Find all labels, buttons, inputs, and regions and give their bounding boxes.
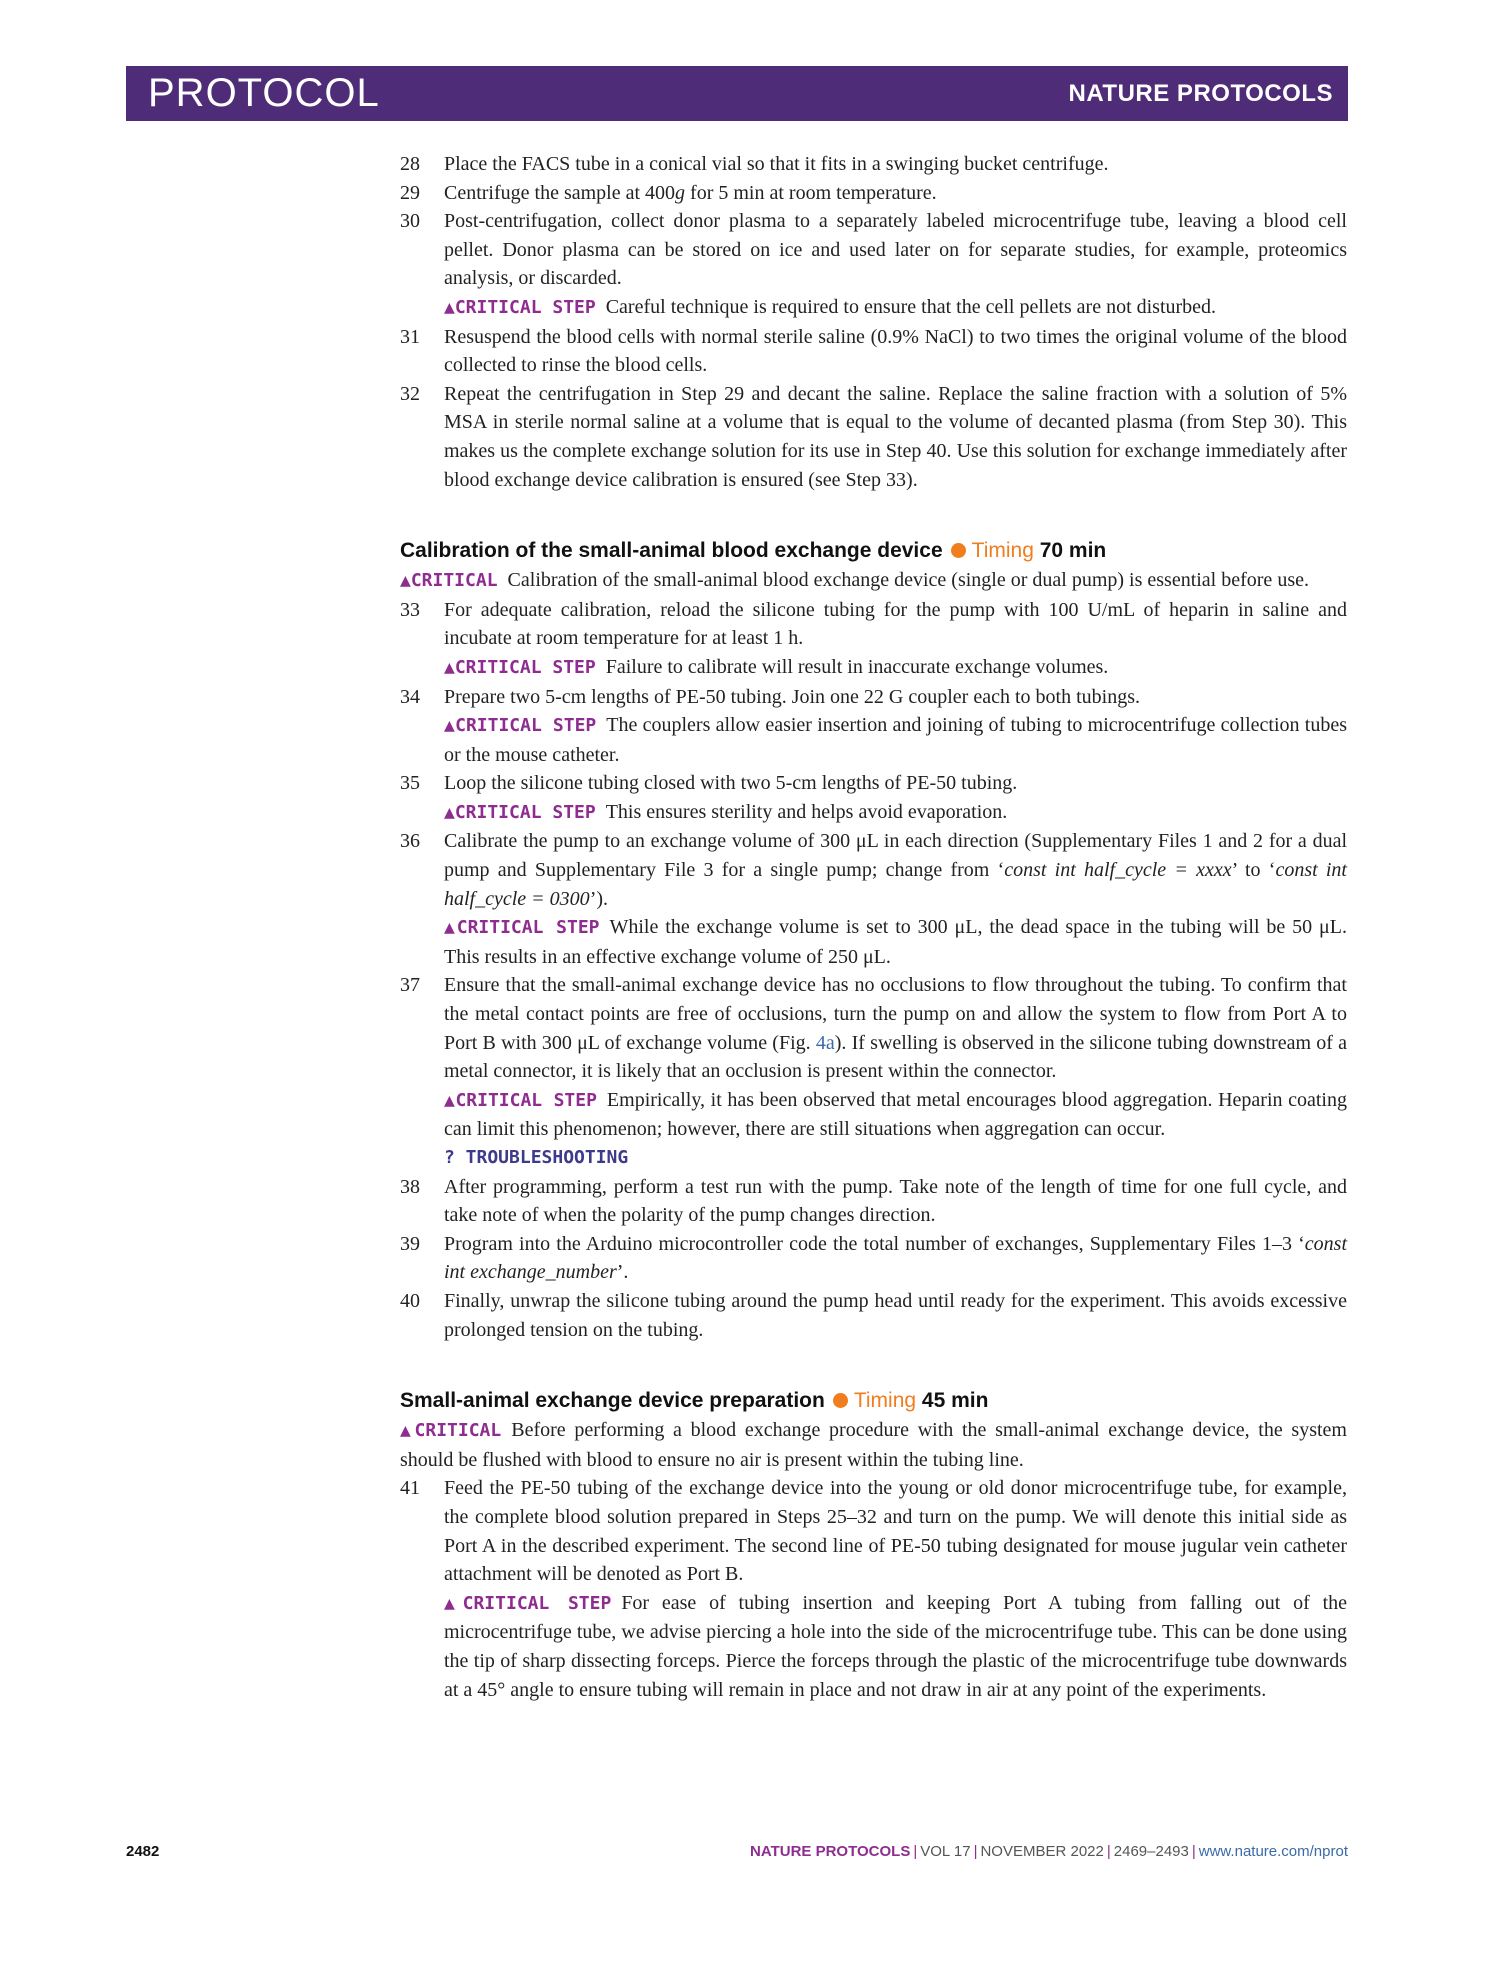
- section-title: Small-animal exchange device preparation: [400, 1389, 825, 1413]
- journal-name: NATURE PROTOCOLS: [1068, 80, 1333, 107]
- footer-month: NOVEMBER 2022: [980, 1843, 1104, 1860]
- critical-note: [400, 566, 1347, 596]
- footer-volume: VOL 17: [920, 1843, 971, 1860]
- step-number: 31: [400, 325, 420, 348]
- page-number: 2482: [126, 1843, 160, 1860]
- step-text: Loop the silicone tubing closed with two 5-cm lengths of PE-50 tubing.: [444, 772, 1018, 795]
- step-32: [400, 380, 1347, 494]
- step-text-end: ). If swelling is observed in the silicone tubing downstream of a metal connector, it is likely that an occlusion is present within the connector.: [444, 1031, 1347, 1083]
- code-exchange-number: const int exchange_number: [444, 1232, 1347, 1284]
- critical-step-label: ▲CRITICAL STEP: [444, 917, 600, 939]
- critical-step-label: ▲CRITICAL STEP: [444, 1089, 597, 1111]
- code-half-cycle-0300: const int half_cycle = 0300: [444, 859, 1347, 910]
- timing-value: 70 min: [1039, 539, 1107, 563]
- step-text: Post-centrifugation, collect donor plasma to a separately labeled microcentrifuge tube, leaving a blood cell pellet. Donor plasma can be stored on ice and used later on for separate studies, for example, proteomics analysis, or discarded.: [444, 210, 1347, 290]
- article-body: [400, 150, 1347, 1704]
- page-footer: [126, 1843, 1348, 1867]
- step-number: 28: [400, 153, 420, 175]
- step-text-mid: ’ to ‘: [1231, 859, 1276, 882]
- step-number: 32: [400, 382, 420, 405]
- step-number: 33: [400, 598, 420, 621]
- step-29: [400, 179, 1347, 208]
- figure-link[interactable]: 4a: [815, 1031, 835, 1054]
- critical-note: [400, 1416, 1347, 1474]
- critical-step-text: Empirically, it has been observed that metal encourages blood aggregation. Heparin coating can limit this phenomenon; however, there are still situations when aggregation can occur.: [444, 1088, 1347, 1141]
- step-text: Place the FACS tube in a conical vial so that it fits in a swinging bucket centrifuge.: [444, 153, 1109, 175]
- critical-step-text: The couplers allow easier insertion and joining of tubing to microcentrifuge collection tubes or the mouse catheter.: [444, 714, 1347, 766]
- step-text: Program into the Arduino microcontroller code the total number of exchanges, Supplementary Files 1–3 ‘: [444, 1232, 1305, 1255]
- citation-info: [750, 1843, 1348, 1860]
- step-text: Feed the PE-50 tubing of the exchange device into the young or old donor microcentrifuge tube, for example, the complete blood solution prepared in Steps 25–32 and turn on the pump. We will denote this initial side as Port A in the described experiment. The second line of PE-50 tubing designated for mouse jugular vein catheter attachment will be denoted as Port B.: [444, 1477, 1347, 1586]
- step-text-end: ’.: [616, 1261, 629, 1284]
- critical-step-note: [400, 711, 1347, 769]
- step-text: Calibrate the pump to an exchange volume of 300 μL in each direction (Supplementary Files 1 and 2 for a dual pump and Supplementary File 3 for a single pump; change from ‘: [444, 830, 1347, 882]
- critical-label: ▲CRITICAL: [400, 1420, 502, 1442]
- step-39: [400, 1230, 1347, 1287]
- critical-text: Before performing a blood exchange procedure with the small-animal exchange device, the system should be flushed with blood to ensure no air is present within the tubing line.: [400, 1419, 1347, 1471]
- critical-step-note: [400, 1086, 1347, 1144]
- separator: |: [913, 1843, 918, 1860]
- critical-step-note: [400, 913, 1347, 971]
- timing-dot-icon: [951, 543, 966, 558]
- section-heading-calibration: [400, 536, 1347, 566]
- step-30: [400, 207, 1347, 293]
- step-number: 34: [400, 685, 420, 708]
- timing-value: 45 min: [921, 1389, 989, 1413]
- step-number: 41: [400, 1477, 420, 1500]
- step-35: [400, 769, 1347, 798]
- timing-label: Timing: [853, 1389, 917, 1413]
- critical-step-label: ▲CRITICAL STEP: [444, 296, 596, 318]
- step-text: Finally, unwrap the silicone tubing around the pump head until ready for the experiment. This avoids excessive prolonged tension on the tubing.: [444, 1289, 1347, 1341]
- critical-step-text: Failure to calibrate will result in inaccurate exchange volumes.: [605, 655, 1109, 678]
- critical-step-note: [400, 1589, 1347, 1704]
- footer-url-link[interactable]: www.nature.com/nprot: [1198, 1843, 1348, 1860]
- critical-text: Calibration of the small-animal blood exchange device (single or dual pump) is essential before use.: [507, 569, 1309, 592]
- critical-step-label: ▲CRITICAL STEP: [444, 656, 596, 678]
- step-text: For adequate calibration, reload the silicone tubing for the pump with 100 U/mL of heparin in saline and incubate at room temperature for at least 1 h.: [444, 598, 1347, 650]
- step-33: [400, 596, 1347, 653]
- footer-journal: NATURE PROTOCOLS: [750, 1843, 911, 1860]
- critical-step-text: For ease of tubing insertion and keeping Port A tubing from falling out of the microcentrifuge tube, we advise piercing a hole into the side of the microcentrifuge tube. This can be done using the tip of sharp dissecting forceps. Pierce the forceps through the plastic of the microcentrifuge tube downwards at a 45° angle to ensure tubing will remain in place and not draw in air at any point of the experiments.: [444, 1591, 1347, 1701]
- step-number: 37: [400, 974, 420, 997]
- step-number: 30: [400, 210, 420, 233]
- step-number: 35: [400, 772, 420, 795]
- critical-step-note: [400, 798, 1347, 828]
- step-40: [400, 1287, 1347, 1344]
- step-number: 39: [400, 1232, 420, 1255]
- step-text: Resuspend the blood cells with normal sterile saline (0.9% NaCl) to two times the original volume of the blood collected to rinse the blood cells.: [444, 325, 1347, 377]
- step-text: Repeat the centrifugation in Step 29 and decant the saline. Replace the saline fraction with a solution of 5% MSA in sterile normal saline at a volume that is equal to the volume of decanted plasma (from Step 30). This makes us the complete exchange solution for its use in Step 40. Use this solution for exchange immediately after blood exchange device calibration is ensured (see Step 33).: [444, 382, 1347, 491]
- section-label: PROTOCOL: [148, 71, 380, 115]
- step-31: [400, 323, 1347, 380]
- critical-step-text: This ensures sterility and helps avoid evaporation.: [605, 800, 1008, 823]
- step-number: 38: [400, 1175, 420, 1198]
- step-number: 40: [400, 1289, 420, 1312]
- critical-step-label: ▲CRITICAL STEP: [444, 801, 596, 823]
- section-title: Calibration of the small-animal blood exchange device: [400, 539, 943, 563]
- step-number: 29: [400, 181, 420, 204]
- critical-step-label: ▲CRITICAL STEP: [444, 715, 597, 737]
- section-heading-preparation: [400, 1386, 1347, 1416]
- separator: |: [973, 1843, 978, 1860]
- critical-step-note: [400, 653, 1347, 683]
- step-38: [400, 1173, 1347, 1230]
- troubleshooting-label: ? TROUBLESHOOTING: [444, 1147, 629, 1168]
- critical-step-note: [400, 293, 1347, 323]
- step-text: Ensure that the small-animal exchange device has no occlusions to flow throughout the tubing. To confirm that the metal contact points are free of occlusions, turn the pump on and allow the system to flow from Port A to Port B with 300 μL of exchange volume (Fig.: [444, 974, 1347, 1054]
- step-number: 36: [400, 830, 420, 853]
- code-half-cycle-xxxx: const int half_cycle = xxxx: [1004, 859, 1232, 882]
- critical-step-text: Careful technique is required to ensure that the cell pellets are not disturbed.: [605, 295, 1217, 318]
- step-text: Prepare two 5-cm lengths of PE-50 tubing. Join one 22 G coupler each to both tubings.: [444, 685, 1140, 708]
- critical-step-text: While the exchange volume is set to 300 μL, the dead space in the tubing will be 50 μL. This results in an effective exchange volume of 250 μL.: [444, 916, 1347, 968]
- timing-dot-icon: [833, 1393, 848, 1408]
- header-banner: [126, 66, 1348, 121]
- step-text: Centrifuge the sample at 400: [444, 181, 676, 204]
- footer-pages: 2469–2493: [1113, 1843, 1189, 1860]
- step-text-end: for 5 min at room temperature.: [685, 181, 937, 204]
- step-text: After programming, perform a test run with the pump. Take note of the length of time for one full cycle, and take note of when the polarity of the pump changes direction.: [444, 1175, 1347, 1227]
- separator: |: [1106, 1843, 1111, 1860]
- timing-label: Timing: [971, 539, 1034, 563]
- step-34: [400, 683, 1347, 712]
- critical-step-label: ▲CRITICAL STEP: [444, 1592, 612, 1614]
- separator: |: [1191, 1843, 1196, 1860]
- critical-label: ▲CRITICAL: [400, 570, 498, 592]
- step-36: [400, 827, 1347, 913]
- step-41: [400, 1474, 1347, 1588]
- step-text-end: ’).: [589, 887, 609, 910]
- g-force-unit: g: [675, 181, 686, 204]
- step-37: [400, 971, 1347, 1085]
- step-28: [400, 150, 1347, 179]
